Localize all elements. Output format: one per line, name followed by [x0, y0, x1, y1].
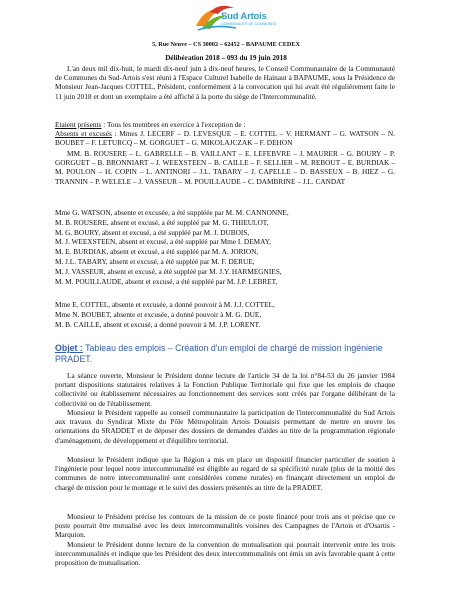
body-paragraph-4: Monsieur le Président précise les contours de la mission de ce poste financé pour trois ans et précise que ce poste pourrait être mutualisé avec les deux intercommunalités voisines des Campagnes de l'Artois et d'Osartis - Marquion.	[55, 512, 395, 540]
pouvoirs-list	[55, 300, 275, 329]
list-item: M. B. ROUSERE, absent et excusé, a été suppléé par M. G. THIEULOT,	[55, 217, 269, 227]
body-paragraph-2: Monsieur le Président rappelle au conseil communautaire la participation de l'intercommunalité du Sud Artois aux travaux du Syndicat Mixte du Pôle Métropolitain Artois Douaisis permettant de mettre en œuvre les orientations du SRADDET et de déposer des dossiers de demandes d'aides au titre de la programmation régionale d'aménagement, de développement et d'équilibre territorial.	[55, 408, 395, 445]
absents-list-paragraph: MM. B. ROUSERE – L. GABRELLE – B. VAILLANT – E. LEFEBVRE – J. MAURER – G. BOURY – P. GORGUET – B. BRONNIART – J. WEEXSTEEN – B. CAILLE – F. SELLIER – M. REBOUT – E. BURDIAK – M. POULON – H. COPIN – L. ANTINORI – J.L. TABARY – J. CAPELLE – D. BASSEUX – B. HIEZ – G. TRANNIN – P. WELELE – J. VASSEUR – M. POUILLAUDE – C. DAMBRINE – J.L. CANDAT	[55, 149, 395, 186]
body-paragraph-3: Monsieur le Président indique que la Région a mis en place un dispositif financier particulier de soutien à l'ingénierie pour lequel notre intercommunalité est éligible au regard de sa spécificité rurale (plus de la moitié des communes de notre intercommunalité sont considérées comme rurales) en finançant directement un emploi de chargé de mission pour le montage et le suivi des dossiers présentés au titre de la PRADET.	[55, 455, 395, 492]
list-item: M. J.L. TABARY, absent et excusé, a été suppléé par M. F. DERUE,	[55, 256, 255, 266]
body-paragraph-1: La séance ouverte, Monsieur le Président donne lecture de l'article 34 de la loi n°84-53 du 26 janvier 1984 portant dispositions statutaires relatives à la Fonction Publique Territoriale qui fixe que les emplois de chaque collectivité ou établissement nécessaires au fonctionnement des services sont créés par l'organe délibérant de la collectivité ou de l'établissement.	[55, 371, 395, 408]
list-item: M. G. BOURY, absent et excusé, a été suppléé par M. J. DUBOIS,	[55, 227, 250, 237]
list-item: M. J. VASSEUR, absent et excusé, a été suppléé par M. J.Y. HARMEGNIES,	[55, 266, 282, 276]
logo-subtitle: COMMUNAUTÉ DE COMMUNES	[221, 22, 277, 26]
list-item: M. J. WEEXSTEEN, absent et excusé, a été suppléé par Mme I. DEMAY,	[55, 237, 271, 247]
deliberation-title: Délibération 2018 – 093 du 19 juin 2018	[165, 54, 287, 62]
address: 5, Rue Neuve – CS 30002 – 62452 – BAPAUME CEDEX	[152, 41, 300, 48]
suppleants-list	[55, 208, 289, 286]
absents-label: Absents et excusés	[55, 129, 112, 139]
list-item: Mme N. BOUBET, absente et excusée, a donné pouvoir à M. G. DUE,	[55, 309, 262, 319]
logo-name: Sud Artois	[221, 11, 267, 22]
objet-label: Objet :	[55, 343, 83, 353]
list-item: M. B. CAILLE, absent et excusé, a donné pouvoir à M. J.P. LORENT.	[55, 319, 261, 329]
list-item: Mme G. WATSON, absente et excusée, a été suppléée par M. M. CANNONNE,	[55, 208, 289, 217]
objet-text: Tableau des emplois – Création d'un emploi de chargé de mission Ingénierie PRADET.	[55, 343, 383, 364]
body-paragraph-5: Monsieur le Président donne lecture de la convention de mutualisation qui pourrait intervenir entre les trois intercommunalités et indique que les Président des deux intercommunalités ont émis un avis favorable quant à cette proposition de mutualisation.	[55, 540, 395, 568]
list-item: M. E. BURDIAK, absent et excusé, a été suppléé par M. A. JORION,	[55, 247, 259, 257]
objet-heading	[55, 343, 395, 365]
presents-label: Etaient présents	[55, 120, 102, 129]
intro-paragraph: L'an deux mil dix-huit, le mardi dix-neuf juin à dix-neuf heures, le Conseil Communautaire de la Communauté de Communes du Sud-Artois s'est réuni à l'Espace Culturel Isabelle de Hainaut à BAPAUME, sous la Présidence de Monsieur Jean-Jacques COTTEL, Président, conformément à la convocation qui lui avait été régulièrement faite le 11 juin 2018 et dont un exemplaire a été affiché à la porte du siège de l'Intercommunalité.	[55, 64, 395, 101]
attendance-paragraph: Etaient présents : Tous les membres en exercice à l'exception de : Absents et excusés : Mmes J. LECERF – D. LEVESQUE – E. COTTEL – V. HERMANT – G. WATSON – N. BOUBET – F. LETURCQ – M. GORGUET – G. MIKOLAJCZAK – F. DEHON	[55, 120, 395, 148]
list-item: M. M. POUILLAUDE, absent et excusé, a été suppléé par M. J.P. LEBRET,	[55, 276, 278, 286]
list-item: Mme E. COTTEL, absente et excusée, a donné pouvoir à M. J.J. COTTEL,	[55, 300, 275, 309]
